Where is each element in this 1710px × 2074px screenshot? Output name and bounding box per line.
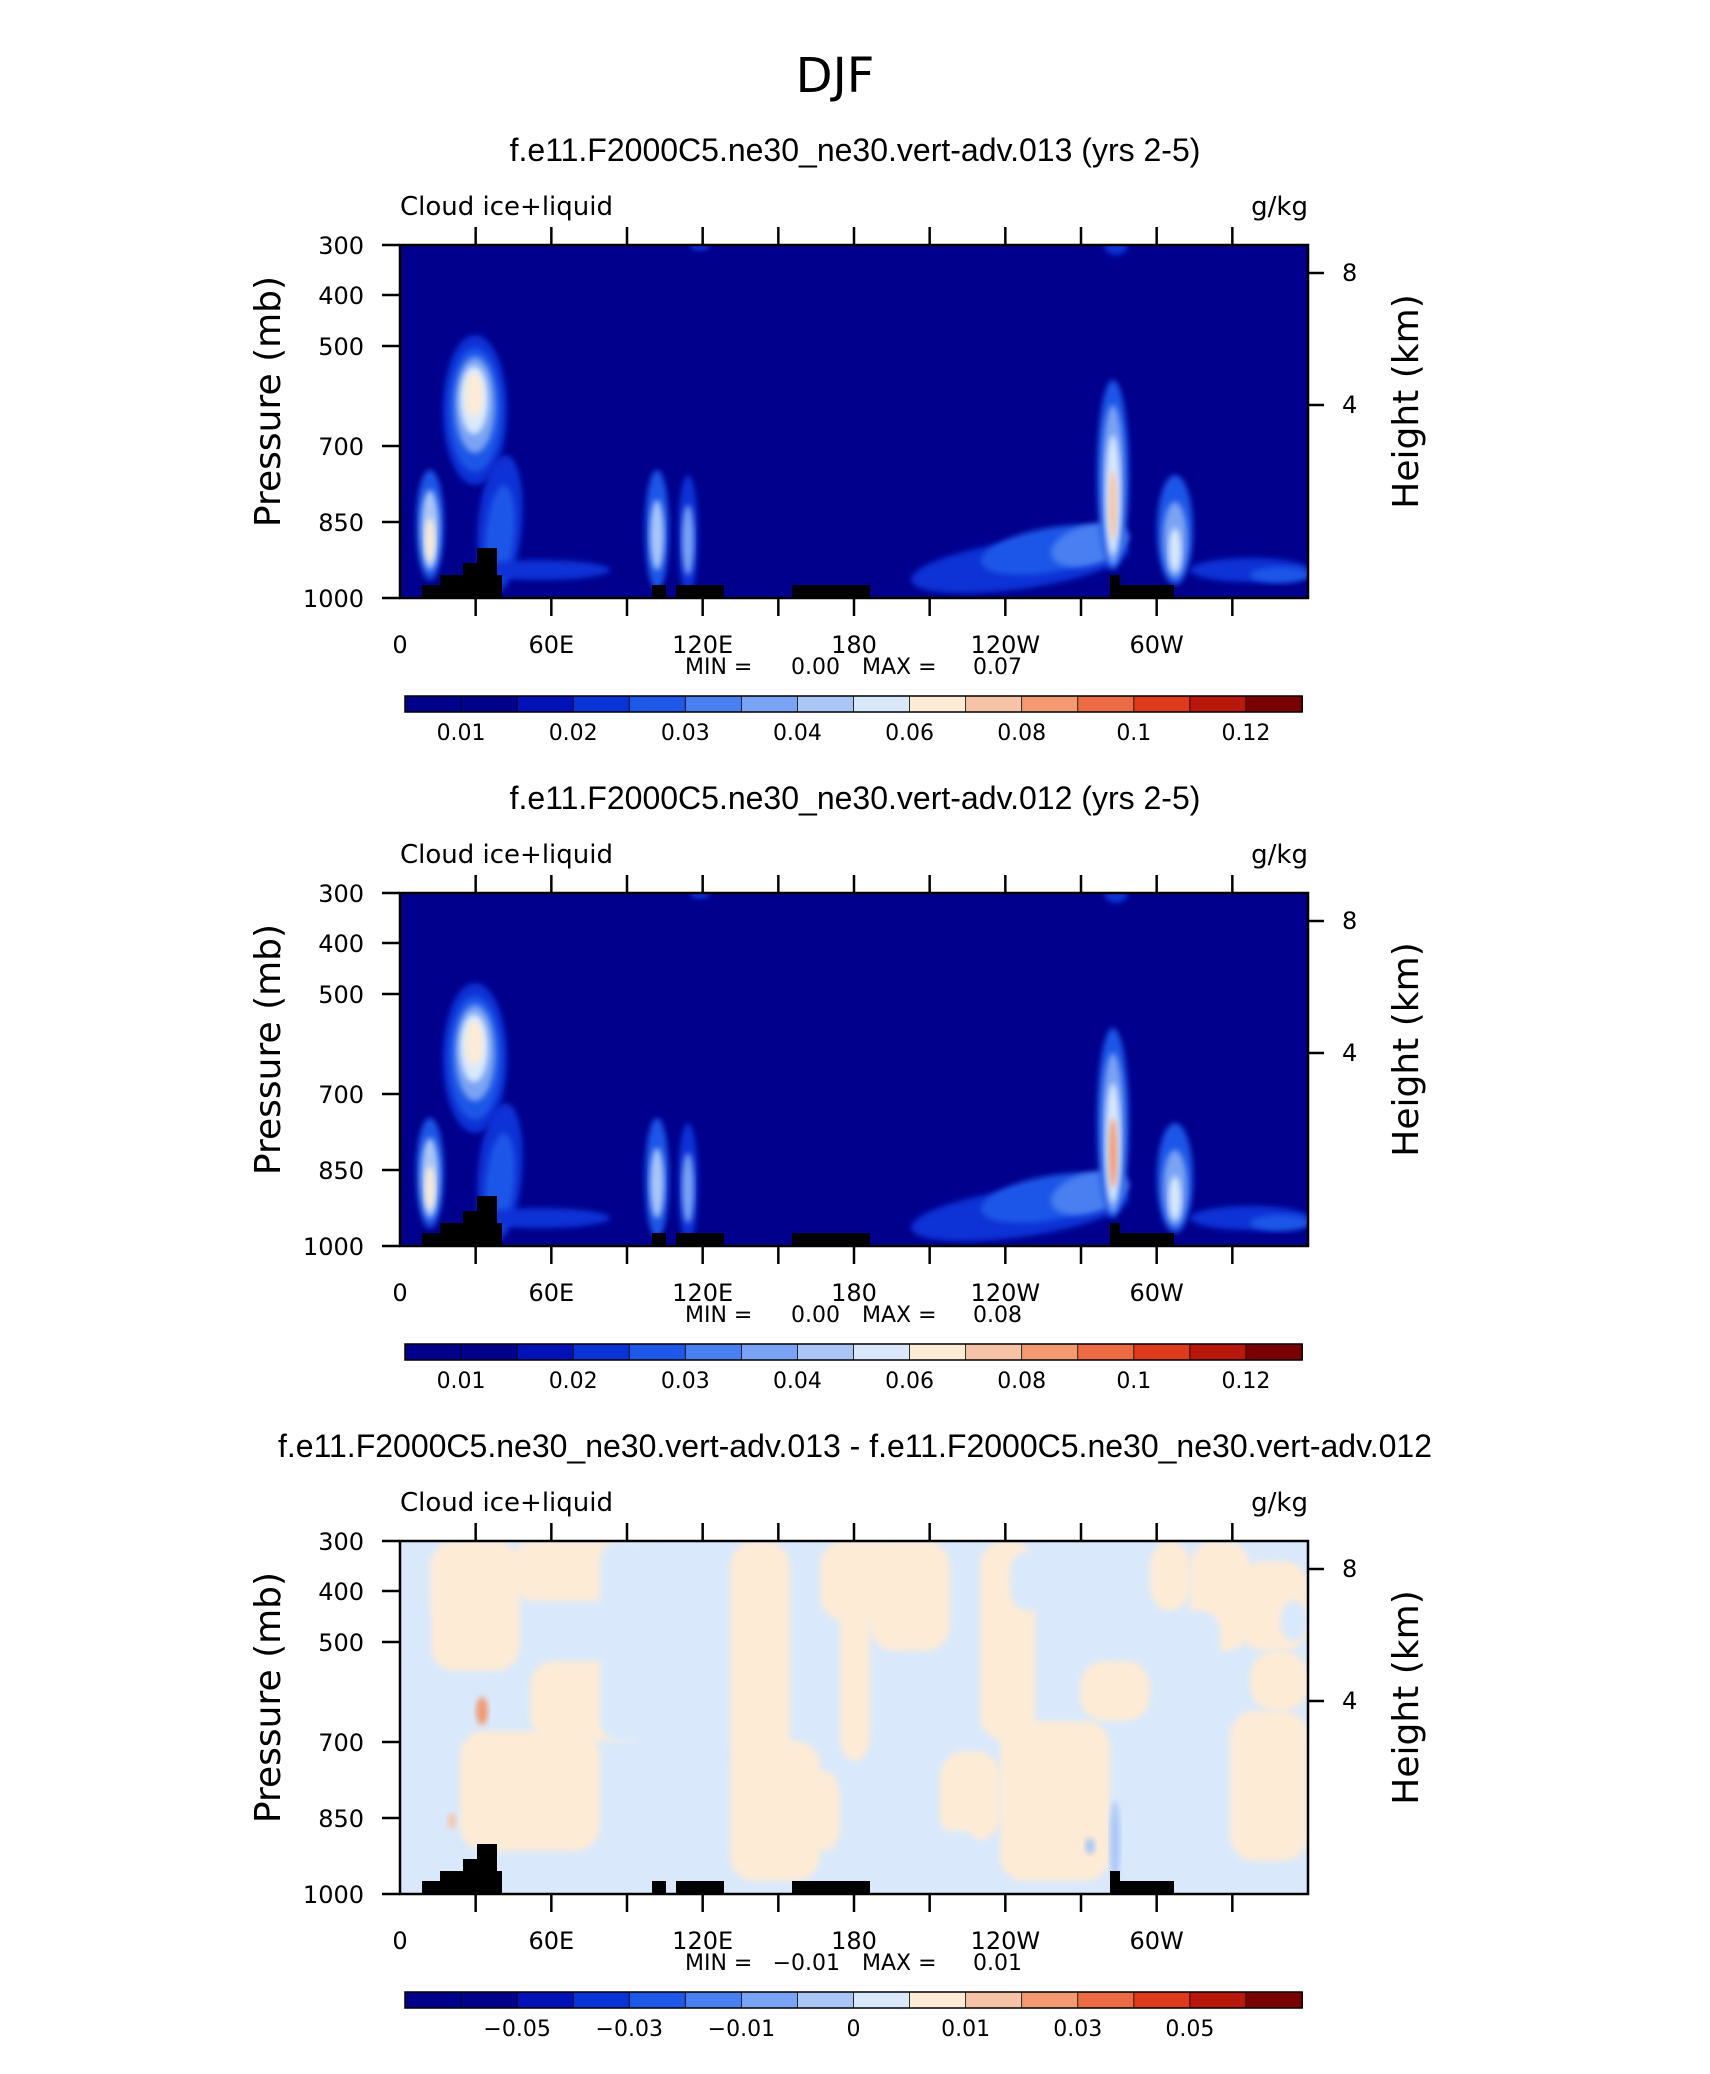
variable-label: Cloud ice+liquid	[400, 840, 613, 870]
warm-anomaly	[430, 1541, 520, 1671]
warm-anomaly	[1230, 1711, 1308, 1861]
max-label: MAX =	[862, 1951, 937, 1976]
colorbar-box	[1246, 1344, 1303, 1360]
contour-field	[400, 883, 1310, 1252]
topography-mask	[652, 585, 666, 598]
colorbar-box	[461, 1992, 518, 2008]
colorbar-box	[741, 1992, 798, 2008]
y-tick-label: 850	[318, 1157, 364, 1185]
colorbar-box	[573, 1344, 630, 1360]
colorbar-box	[1246, 696, 1303, 712]
colorbar-box	[685, 1344, 742, 1360]
colorbar-box	[797, 1992, 854, 2008]
colorbar-label: 0.03	[660, 721, 710, 746]
topography-mask	[1118, 1881, 1174, 1894]
y2-tick-label: 8	[1342, 259, 1358, 287]
y-axis-title: Pressure (mb)	[248, 1571, 289, 1824]
warm-anomaly	[840, 1601, 870, 1761]
y-tick-label: 500	[318, 1629, 364, 1657]
y-tick-label: 400	[318, 930, 364, 958]
contour-field	[400, 235, 1310, 604]
x-tick-label: 60E	[528, 1927, 575, 1955]
colorbar-label: 0.04	[772, 1369, 822, 1394]
colorbar-box	[517, 696, 574, 712]
y-tick-label: 400	[318, 1578, 364, 1606]
y-axis-title: Pressure (mb)	[248, 275, 289, 528]
max-value: 0.07	[973, 655, 1022, 680]
topography-mask	[463, 1211, 477, 1246]
topography-mask	[1118, 1233, 1174, 1246]
colorbar-label: 0.08	[997, 721, 1047, 746]
topography-mask	[676, 1881, 724, 1894]
warm-anomaly	[730, 1541, 790, 1771]
warm-anomaly	[1250, 1651, 1308, 1711]
y-tick-label: 1000	[302, 1233, 364, 1261]
colorbar-box	[1134, 1344, 1191, 1360]
topography-mask	[497, 1223, 502, 1246]
cool-anomaly	[1280, 1601, 1308, 1641]
cool-anomaly	[600, 1541, 670, 1741]
colorbar-box	[1246, 1992, 1303, 2008]
variable-label: Cloud ice+liquid	[400, 192, 613, 222]
negative-peak	[1085, 1838, 1095, 1854]
contour-blob	[425, 518, 435, 562]
cool-anomaly	[1160, 1611, 1220, 1671]
y-tick-label: 700	[318, 1081, 364, 1109]
contour-field	[400, 1541, 1308, 1894]
colorbar-box	[405, 1344, 462, 1360]
topography-mask	[440, 575, 465, 598]
x-tick-label: 180	[831, 631, 877, 659]
warm-anomaly	[1150, 1541, 1190, 1611]
colorbar-box	[629, 696, 686, 712]
y-tick-label: 300	[318, 880, 364, 908]
colorbar	[405, 1344, 1303, 1394]
contour-blob	[1109, 470, 1117, 540]
colorbar-label: 0.06	[885, 1369, 935, 1394]
y2-tick-label: 4	[1342, 391, 1358, 419]
x-tick-label: 0	[392, 1927, 408, 1955]
colorbar-label: 0	[846, 2017, 861, 2042]
y-tick-label: 1000	[302, 585, 364, 613]
topography-mask	[463, 1859, 477, 1894]
colorbar-box	[741, 1344, 798, 1360]
y2-tick-label: 8	[1342, 907, 1358, 935]
x-tick-label: 120E	[672, 1927, 734, 1955]
colorbar-box	[797, 696, 854, 712]
colorbar-label: 0.03	[660, 1369, 710, 1394]
contour-blob	[650, 1148, 664, 1218]
colorbar-box	[1078, 696, 1135, 712]
units-label: g/kg	[1251, 192, 1308, 222]
topography-mask	[792, 1233, 870, 1246]
topography-mask	[440, 1871, 465, 1894]
x-tick-label: 60E	[528, 1279, 575, 1307]
max-value: 0.08	[973, 1303, 1022, 1328]
y-tick-label: 500	[318, 333, 364, 361]
y-tick-label: 700	[318, 1729, 364, 1757]
colorbar-box	[1190, 696, 1247, 712]
negative-peak	[1110, 1801, 1120, 1881]
min-value: 0.00	[791, 1303, 840, 1328]
min-label: MIN =	[685, 1951, 753, 1976]
y2-axis-title: Height (km)	[1386, 1590, 1427, 1805]
y-tick-label: 400	[318, 282, 364, 310]
contour-blob	[650, 500, 664, 570]
x-tick-label: 120E	[672, 1279, 734, 1307]
topography-mask	[422, 1233, 440, 1246]
max-label: MAX =	[862, 655, 937, 680]
y2-tick-label: 4	[1342, 1687, 1358, 1715]
colorbar-box	[797, 1344, 854, 1360]
colorbar-box	[910, 696, 967, 712]
max-label: MAX =	[862, 1303, 937, 1328]
x-tick-label: 0	[392, 1279, 408, 1307]
panel-title: f.e11.F2000C5.ne30_ne30.vert-adv.013 (yrs 2-5)	[509, 132, 1201, 168]
x-tick-label: 180	[831, 1279, 877, 1307]
topography-mask	[792, 585, 870, 598]
colorbar-label: 0.01	[941, 2017, 991, 2042]
colorbar-box	[461, 696, 518, 712]
x-tick-label: 0	[392, 631, 408, 659]
colorbar-box	[1078, 1992, 1135, 2008]
warm-anomaly	[940, 1751, 1000, 1841]
max-value: 0.01	[973, 1951, 1022, 1976]
topography-mask	[1118, 585, 1174, 598]
topography-mask	[440, 1223, 465, 1246]
colorbar-box	[685, 696, 742, 712]
colorbar-label: 0.04	[772, 721, 822, 746]
topography-mask	[422, 1881, 440, 1894]
units-label: g/kg	[1251, 1488, 1308, 1518]
x-tick-label: 180	[831, 1927, 877, 1955]
topography-mask	[477, 548, 497, 598]
topography-mask	[477, 1196, 497, 1246]
colorbar-box	[1134, 696, 1191, 712]
colorbar-box	[854, 1344, 911, 1360]
colorbar-box	[685, 1992, 742, 2008]
x-tick-label: 60W	[1129, 631, 1184, 659]
y2-tick-label: 8	[1342, 1555, 1358, 1583]
colorbar-label: 0.1	[1116, 721, 1152, 746]
chart-panel-2	[248, 780, 1427, 1394]
colorbar	[405, 696, 1303, 746]
x-tick-label: 60W	[1129, 1927, 1184, 1955]
y-tick-label: 500	[318, 981, 364, 1009]
colorbar-box	[629, 1344, 686, 1360]
warm-anomaly	[460, 1731, 600, 1851]
colorbar-box	[629, 1992, 686, 2008]
contour-blob	[682, 505, 694, 575]
colorbar-label: 0.05	[1165, 2017, 1215, 2042]
colorbar-box	[966, 1344, 1023, 1360]
y-tick-label: 1000	[302, 1881, 364, 1909]
colorbar-box	[910, 1344, 967, 1360]
y-axis-title: Pressure (mb)	[248, 923, 289, 1176]
colorbar-label: 0.01	[436, 1369, 486, 1394]
panel-title: f.e11.F2000C5.ne30_ne30.vert-adv.013 - f.e11.F2000C5.ne30_ne30.vert-adv.012	[278, 1428, 1432, 1464]
topography-mask	[652, 1233, 666, 1246]
colorbar-label: 0.08	[997, 1369, 1047, 1394]
contour-blob	[1169, 1176, 1181, 1220]
colorbar-box	[1022, 1992, 1079, 2008]
contour-blob	[425, 1166, 435, 1210]
colorbar-box	[854, 1992, 911, 2008]
min-label: MIN =	[685, 655, 753, 680]
y-tick-label: 300	[318, 232, 364, 260]
chart-panel-1	[248, 132, 1427, 746]
colorbar-box	[1190, 1992, 1247, 2008]
positive-peak	[448, 1813, 456, 1829]
colorbar-box	[461, 1344, 518, 1360]
y-tick-label: 850	[318, 1805, 364, 1833]
warm-anomaly	[1000, 1721, 1110, 1881]
colorbar-box	[573, 1992, 630, 2008]
colorbar-box	[405, 696, 462, 712]
colorbar-box	[910, 1992, 967, 2008]
colorbar-box	[854, 696, 911, 712]
colorbar-label: 0.06	[885, 721, 935, 746]
colorbar-box	[1134, 1992, 1191, 2008]
units-label: g/kg	[1251, 840, 1308, 870]
page-title: DJF	[795, 48, 875, 104]
contour-blob	[1250, 1215, 1310, 1231]
colorbar-label: −0.05	[483, 2017, 551, 2042]
colorbar-box	[517, 1992, 574, 2008]
colorbar-box	[1190, 1344, 1247, 1360]
contour-blob	[465, 373, 483, 417]
y2-axis-title: Height (km)	[1386, 294, 1427, 509]
colorbar-box	[1078, 1344, 1135, 1360]
colorbar-label: 0.01	[436, 721, 486, 746]
colorbar-label: 0.12	[1221, 721, 1271, 746]
topography-mask	[652, 1881, 666, 1894]
topography-mask	[463, 563, 477, 598]
colorbar-box	[573, 696, 630, 712]
variable-label: Cloud ice+liquid	[400, 1488, 613, 1518]
warm-anomaly	[870, 1541, 950, 1651]
x-tick-label: 120W	[970, 631, 1041, 659]
y-tick-label: 300	[318, 1528, 364, 1556]
colorbar-box	[517, 1344, 574, 1360]
topography-mask	[497, 1871, 502, 1894]
x-tick-label: 120W	[970, 1927, 1041, 1955]
topography-mask	[422, 585, 440, 598]
contour-blob	[1109, 1118, 1117, 1188]
colorbar-box	[1022, 696, 1079, 712]
topography-mask	[792, 1881, 870, 1894]
cool-anomaly	[1010, 1551, 1050, 1611]
min-value: 0.00	[791, 655, 840, 680]
chart-panel-3	[248, 1428, 1432, 2042]
cool-anomaly	[400, 1601, 430, 1721]
x-tick-label: 120E	[672, 631, 734, 659]
contour-blob	[465, 1021, 483, 1065]
colorbar-box	[741, 696, 798, 712]
warm-anomaly	[1080, 1661, 1150, 1721]
colorbar-label: −0.01	[707, 2017, 776, 2042]
colorbar-label: −0.03	[595, 2017, 663, 2042]
colorbar-box	[1022, 1344, 1079, 1360]
contour-blob	[682, 1153, 694, 1223]
warm-anomaly	[730, 1741, 820, 1881]
colorbar-box	[966, 1992, 1023, 2008]
warm-anomaly	[810, 1771, 840, 1851]
y2-axis-title: Height (km)	[1386, 942, 1427, 1157]
topography-mask	[497, 575, 502, 598]
x-tick-label: 60E	[528, 631, 575, 659]
x-tick-label: 120W	[970, 1279, 1041, 1307]
positive-peak	[476, 1697, 488, 1725]
min-label: MIN =	[685, 1303, 753, 1328]
colorbar	[405, 1992, 1303, 2042]
colorbar-label: 0.03	[1053, 2017, 1103, 2042]
colorbar-label: 0.1	[1116, 1369, 1152, 1394]
min-value: −0.01	[772, 1951, 840, 1976]
contour-blob	[1169, 528, 1181, 572]
colorbar-label: 0.02	[548, 1369, 598, 1394]
colorbar-label: 0.12	[1221, 1369, 1271, 1394]
topography-mask	[676, 585, 724, 598]
topography-mask	[676, 1233, 724, 1246]
y2-tick-label: 4	[1342, 1039, 1358, 1067]
colorbar-label: 0.02	[548, 721, 598, 746]
topography-mask	[477, 1844, 497, 1894]
colorbar-box	[966, 696, 1023, 712]
contour-blob	[1250, 567, 1310, 583]
x-tick-label: 60W	[1129, 1279, 1184, 1307]
y-tick-label: 850	[318, 509, 364, 537]
y-tick-label: 700	[318, 433, 364, 461]
colorbar-box	[405, 1992, 462, 2008]
panel-title: f.e11.F2000C5.ne30_ne30.vert-adv.012 (yrs 2-5)	[509, 780, 1201, 816]
cool-anomaly	[900, 1831, 980, 1871]
